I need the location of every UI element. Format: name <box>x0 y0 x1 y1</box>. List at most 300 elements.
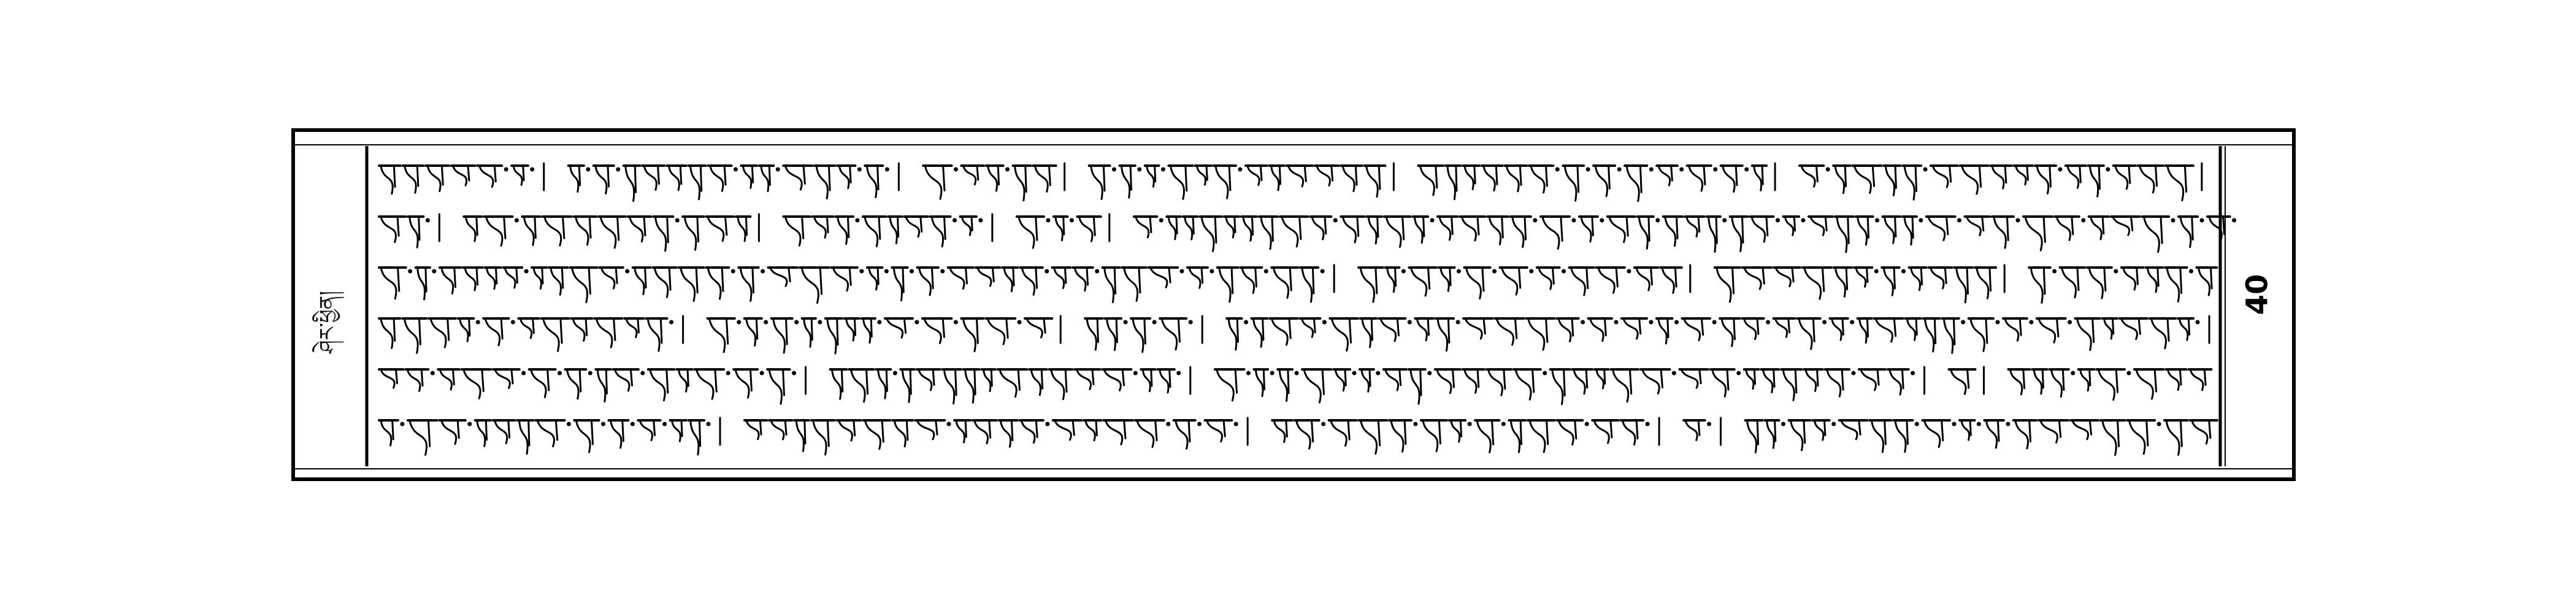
glyph-body <box>2198 268 2212 295</box>
glyph-body <box>1332 318 1351 350</box>
glyph-body <box>1643 369 1663 393</box>
glyph-body <box>1302 318 1316 337</box>
glyph-body <box>804 318 813 347</box>
glyph-body <box>1288 166 1306 187</box>
glyph-body <box>1752 217 1768 242</box>
glyph-body <box>1437 369 1454 393</box>
glyph-body <box>1304 369 1324 403</box>
tsheg-dot <box>2157 422 2161 426</box>
glyph-body <box>1242 268 1256 293</box>
tsheg-dot <box>1915 422 1919 426</box>
glyph-body <box>1722 318 1735 346</box>
glyph-body <box>965 369 975 403</box>
glyph-body <box>1685 420 1700 440</box>
glyph-body <box>1962 166 1981 194</box>
glyph-body <box>816 166 830 198</box>
tsheg-dot <box>954 168 957 171</box>
glyph-body <box>679 369 689 391</box>
tsheg-dot <box>511 320 515 324</box>
glyph-body <box>551 268 563 295</box>
glyph-body <box>495 369 513 388</box>
glyph-body <box>815 217 829 237</box>
glyph-body <box>735 369 751 398</box>
glyph-body <box>1219 268 1233 302</box>
glyph-body <box>1489 217 1503 244</box>
glyph-body <box>381 318 395 348</box>
glyph-body <box>466 217 477 241</box>
tsheg-dot <box>1210 269 1214 273</box>
tsheg-dot <box>426 218 429 222</box>
glyph-body <box>924 318 945 343</box>
glyph-body <box>2089 268 2106 298</box>
glyph-body <box>1837 217 1849 252</box>
glyph-body <box>1027 318 1045 337</box>
glyph-body <box>1994 217 2008 248</box>
glyph-body <box>1597 369 1605 388</box>
tsheg-dot <box>602 422 605 426</box>
glyph-body <box>2034 369 2043 394</box>
tsheg-dot <box>979 218 983 222</box>
glyph-body <box>1763 369 1774 393</box>
glyph-body <box>1438 318 1449 351</box>
glyph-body <box>1502 268 1520 295</box>
glyph-body <box>746 420 761 439</box>
glyph-body <box>1627 166 1641 201</box>
tsheg-dot <box>1533 218 1537 222</box>
glyph-body <box>1105 268 1116 302</box>
glyph-body <box>1598 268 1618 293</box>
glyph-body <box>1904 217 1913 245</box>
glyph-body <box>2140 166 2157 193</box>
glyph-body <box>1035 166 1050 191</box>
glyph-body <box>1079 217 1095 241</box>
glyph-body <box>2190 369 2206 390</box>
glyph-body <box>410 217 420 247</box>
glyph-body <box>597 369 607 401</box>
glyph-body <box>1574 369 1587 394</box>
glyph-body <box>654 268 670 297</box>
glyph-body <box>1595 166 1609 196</box>
tsheg-dot <box>616 168 620 171</box>
glyph-body <box>630 217 645 242</box>
tsheg-dot <box>1321 269 1324 273</box>
tsheg-dot <box>2030 320 2033 324</box>
glyph-body <box>1136 217 1151 237</box>
glyph-body <box>2090 166 2100 196</box>
glyph-body <box>405 166 418 193</box>
tsheg-dot <box>1672 371 1676 375</box>
tsheg-dot <box>1133 371 1137 375</box>
glyph-body <box>1282 217 1301 247</box>
glyph-body <box>802 268 822 303</box>
glyph-body <box>1423 420 1441 451</box>
glyph-body <box>1202 217 1216 251</box>
tsheg-dot <box>2189 269 2193 273</box>
glyph-body <box>2037 166 2050 193</box>
glyph-body <box>1885 217 1896 243</box>
glyph-body <box>1528 318 1547 350</box>
tsheg-dot <box>1801 218 1805 222</box>
glyph-body <box>1717 268 1734 302</box>
glyph-body <box>1170 166 1186 199</box>
tsheg-dot <box>2053 269 2057 273</box>
glyph-body <box>1811 217 1827 235</box>
glyph-body <box>2016 166 2028 185</box>
glyph-body <box>505 268 517 288</box>
glyph-body <box>431 318 449 347</box>
tsheg-dot <box>857 168 861 171</box>
glyph-body <box>785 166 805 190</box>
tsheg-dot <box>764 320 768 324</box>
glyph-body <box>1302 268 1314 302</box>
glyph-body <box>572 268 590 303</box>
glyph-body <box>1197 166 1208 185</box>
tsheg-dot <box>1737 371 1741 375</box>
tsheg-dot <box>1627 269 1631 273</box>
glyph-body <box>576 217 591 245</box>
glyph-body <box>865 420 883 449</box>
tsheg-dot <box>1911 371 1915 375</box>
glyph-body <box>1343 166 1357 191</box>
glyph-body <box>381 420 393 445</box>
glyph-body <box>1931 268 1947 288</box>
tsheg-dot <box>1322 422 1325 426</box>
glyph-body <box>2167 268 2182 301</box>
glyph-body <box>1122 166 1132 198</box>
tsheg-dot <box>670 320 673 324</box>
glyph-body <box>655 217 668 251</box>
tsheg-dot <box>431 371 434 375</box>
tsheg-dot <box>856 218 859 222</box>
tsheg-dot <box>1456 320 1460 324</box>
glyph-body <box>1565 166 1578 201</box>
glyph-body <box>773 318 787 353</box>
tsheg-dot <box>1322 320 1326 324</box>
glyph-body <box>1681 369 1701 388</box>
tsheg-dot <box>524 269 528 273</box>
tsheg-dot <box>737 320 741 324</box>
glyph-body <box>2062 268 2079 298</box>
tsheg-dot <box>504 168 508 171</box>
glyph-body <box>1552 369 1565 404</box>
glyph-body <box>2113 217 2133 235</box>
glyph-body <box>2144 217 2163 252</box>
tsheg-dot <box>401 422 404 426</box>
glyph-body <box>1255 369 1264 396</box>
tsheg-dot <box>1600 218 1604 222</box>
glyph-body <box>851 369 867 402</box>
glyph-body <box>950 268 967 288</box>
tsheg-dot <box>1581 320 1585 324</box>
glyph-body <box>537 420 557 447</box>
glyph-body <box>1885 166 1896 195</box>
tibetan-text-block <box>379 163 2236 455</box>
glyph-body <box>1665 217 1677 246</box>
glyph-body <box>524 217 535 245</box>
glyph-body <box>1744 268 1765 289</box>
glyph-body <box>1835 268 1847 296</box>
glyph-body <box>2015 420 2031 449</box>
glyph-body <box>1271 166 1281 190</box>
glyph-body <box>611 420 624 448</box>
glyph-body <box>1217 369 1237 401</box>
glyph-body <box>1447 166 1457 199</box>
tsheg-dot <box>1493 269 1497 273</box>
tsheg-dot <box>2082 218 2085 222</box>
tsheg-dot <box>1543 371 1547 375</box>
glyph-body <box>1904 166 1916 199</box>
tsheg-dot <box>1745 168 1749 171</box>
tsheg-dot <box>910 269 913 273</box>
tsheg-dot <box>1333 218 1337 222</box>
tsheg-dot <box>631 422 634 426</box>
tsheg-dot <box>1572 218 1576 222</box>
tsheg-dot <box>1152 320 1156 324</box>
tsheg-dot <box>1902 269 1906 273</box>
glyph-body <box>743 166 753 188</box>
glyph-body <box>691 420 700 455</box>
glyph-body <box>1814 420 1825 440</box>
glyph-body <box>442 268 456 293</box>
tsheg-dot <box>1852 371 1855 375</box>
glyph-body <box>2103 420 2119 455</box>
glyph-body <box>1612 369 1631 402</box>
glyph-body <box>975 420 991 444</box>
glyph-body <box>1623 420 1638 445</box>
glyph-body <box>1907 318 1917 340</box>
tsheg-dot <box>1161 168 1165 171</box>
glyph-body <box>545 217 564 245</box>
glyph-body <box>1462 217 1479 241</box>
glyph-body <box>1216 166 1230 198</box>
tsheg-dot <box>1832 422 1836 426</box>
glyph-body <box>869 268 878 290</box>
glyph-body <box>1226 217 1235 237</box>
glyph-body <box>1957 268 1968 303</box>
glyph-body <box>1590 318 1606 341</box>
glyph-body <box>2168 166 2187 201</box>
glyph-body <box>761 166 770 191</box>
glyph-body <box>1019 217 1037 248</box>
glyph-body <box>1411 268 1429 296</box>
glyph-body <box>1465 166 1475 190</box>
glyph-body <box>919 268 933 295</box>
tsheg-dot <box>531 168 534 171</box>
tsheg-dot <box>1977 422 1980 426</box>
glyph-body <box>1977 268 1991 298</box>
tsheg-dot <box>1708 422 1711 426</box>
glyph-body <box>1439 217 1452 240</box>
glyph-body <box>1248 166 1262 185</box>
glyph-body <box>1386 217 1404 247</box>
glyph-body <box>1417 318 1428 341</box>
tsheg-dot <box>792 371 796 375</box>
glyph-body <box>596 166 609 193</box>
tsheg-dot <box>1046 218 1050 222</box>
glyph-body <box>1465 369 1479 393</box>
glyph-body <box>1021 420 1037 443</box>
glyph-body <box>925 166 945 199</box>
glyph-body <box>1804 268 1824 299</box>
glyph-body <box>1381 318 1398 341</box>
tsheg-dot <box>1530 269 1533 273</box>
glyph-body <box>1658 166 1672 185</box>
glyph-body <box>1783 369 1796 400</box>
glyph-body <box>1368 217 1378 244</box>
tsheg-dot <box>2058 168 2062 171</box>
tsheg-dot <box>1923 168 1927 171</box>
glyph-body <box>1271 318 1290 345</box>
glyph-body <box>1051 369 1067 399</box>
glyph-body <box>1387 268 1396 292</box>
glyph-body <box>1747 420 1758 452</box>
tsheg-dot <box>2068 320 2072 324</box>
glyph-body <box>932 217 945 247</box>
glyph-body <box>1924 420 1943 447</box>
glyph-body <box>1022 268 1037 295</box>
tsheg-dot <box>2171 218 2175 222</box>
tsheg-dot <box>1776 218 1779 222</box>
glyph-body <box>495 420 510 443</box>
glyph-body <box>1362 318 1373 347</box>
glyph-body <box>2041 420 2061 442</box>
tsheg-dot <box>1408 320 1411 324</box>
tsheg-dot <box>2071 371 2075 375</box>
glyph-body <box>769 369 784 404</box>
glyph-body <box>480 166 496 187</box>
tsheg-dot <box>1244 320 1248 324</box>
glyph-body <box>1189 268 1203 288</box>
tsheg-dot <box>1562 269 1566 273</box>
glyph-body <box>2136 369 2156 399</box>
script-line <box>379 214 2236 252</box>
glyph-body <box>1317 166 1333 185</box>
glyph-body <box>477 420 487 446</box>
glyph-body <box>1133 318 1145 352</box>
glyph-body <box>1687 217 1700 237</box>
glyph-body <box>1636 268 1652 290</box>
glyph-body <box>1488 369 1505 395</box>
glyph-body <box>902 369 911 402</box>
glyph-body <box>708 268 723 299</box>
tsheg-dot <box>2127 371 2131 375</box>
glyph-body <box>669 166 681 190</box>
glyph-body <box>978 268 994 286</box>
glyph-body <box>1861 369 1879 390</box>
glyph-body <box>1207 420 1225 442</box>
glyph-body <box>1571 268 1588 295</box>
glyph-body <box>1516 369 1534 399</box>
tsheg-dot <box>1826 168 1830 171</box>
tsheg-dot <box>776 168 780 171</box>
glyph-body <box>1944 318 1954 353</box>
glyph-body <box>596 318 615 347</box>
glyph-body <box>485 318 502 345</box>
glyph-body <box>1106 420 1125 444</box>
page-number <box>2233 270 2282 319</box>
glyph-body <box>1951 369 1969 394</box>
glyph-body <box>486 217 505 245</box>
glyph-body <box>1801 166 1817 187</box>
glyph-body <box>1077 369 1094 389</box>
glyph-body <box>1512 217 1526 247</box>
glyph-body <box>1559 420 1576 445</box>
tsheg-dot <box>878 320 881 324</box>
tsheg-dot <box>1167 422 1170 426</box>
tsheg-dot <box>1952 422 1956 426</box>
page-number-text: 40 <box>2239 274 2274 315</box>
tsheg-dot <box>1961 320 1965 324</box>
script-line <box>379 163 2202 201</box>
glyph-body <box>1754 166 1763 190</box>
tsheg-dot <box>626 269 629 273</box>
tsheg-dot <box>1095 269 1099 273</box>
glyph-body <box>1000 420 1013 447</box>
glyph-body <box>543 318 562 351</box>
glyph-body <box>864 318 872 343</box>
glyph-body <box>1609 217 1628 242</box>
tsheg-dot <box>1656 218 1660 222</box>
glyph-body <box>2129 420 2147 454</box>
script-line <box>379 316 2209 353</box>
tsheg-dot <box>1246 371 1250 375</box>
tsheg-dot <box>1457 269 1460 273</box>
glyph-body <box>626 166 636 201</box>
glyph-body <box>2052 369 2064 397</box>
tsheg-dot <box>468 422 472 426</box>
tsheg-dot <box>558 371 561 375</box>
glyph-body <box>1466 268 1484 299</box>
glyph-body <box>987 318 1008 344</box>
glyph-body <box>1854 166 1874 193</box>
glyph-body <box>2091 217 2104 239</box>
glyph-body <box>2005 318 2021 341</box>
glyph-body <box>1594 420 1612 443</box>
glyph-body <box>570 166 580 191</box>
glyph-body <box>1799 318 1814 349</box>
glyph-body <box>796 420 805 451</box>
glyph-body <box>1414 217 1424 243</box>
script-line <box>379 265 2217 303</box>
tsheg-dot <box>941 269 945 273</box>
glyph-body <box>1168 217 1177 239</box>
glyph-body <box>697 369 717 399</box>
tsheg-dot <box>1376 371 1380 375</box>
glyph-body <box>1137 420 1157 447</box>
glyph-body <box>1297 420 1313 449</box>
tsheg-dot <box>734 168 737 171</box>
tsheg-dot <box>1428 371 1432 375</box>
glyph-body <box>1243 217 1253 241</box>
tsheg-dot <box>1555 168 1559 171</box>
glyph-body <box>710 166 726 191</box>
glyph-body <box>1530 420 1548 452</box>
glyph-body <box>684 217 698 250</box>
tsheg-dot <box>1586 168 1590 171</box>
tsheg-dot <box>1046 422 1049 426</box>
glyph-body <box>890 217 899 244</box>
glyph-body <box>427 166 443 191</box>
script-line <box>379 367 2211 404</box>
glyph-body <box>906 217 922 237</box>
script-line <box>379 418 2217 455</box>
tsheg-dot <box>1264 269 1268 273</box>
glyph-body <box>2098 369 2117 400</box>
glyph-body <box>1933 166 1951 187</box>
glyph-body <box>1176 420 1190 449</box>
glyph-body <box>1543 217 1562 249</box>
glyph-body <box>2115 166 2130 189</box>
